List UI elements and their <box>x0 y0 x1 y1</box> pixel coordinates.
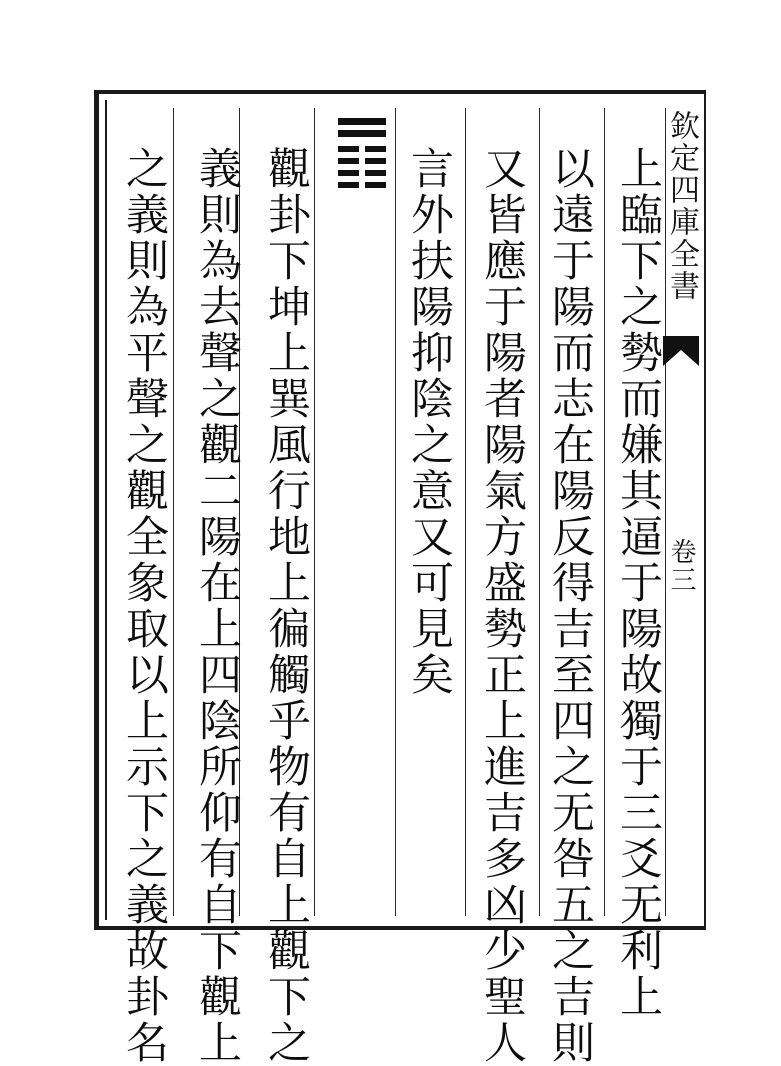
text-column-1: 上臨下之勢而嫌其逼于陽故獨于三爻无利上 <box>613 146 663 1020</box>
text-column-2: 以遠于陽而志在陽反得吉至四之无咎五之吉則 <box>545 146 595 1066</box>
hexagram-guan-icon <box>334 112 388 192</box>
column-rule <box>539 108 540 916</box>
fishtail-mark-icon <box>663 336 699 370</box>
text-column-3: 又皆應于陽者陽氣方盛勢正上進吉多凶少聖人 <box>477 146 527 1066</box>
text-column-5: 觀卦下坤上巽風行地上徧觸乎物有自上觀下之 <box>261 146 311 1066</box>
volume-label: 卷三 <box>666 538 696 594</box>
column-rule <box>173 108 174 916</box>
text-column-4: 言外扶陽抑陰之意又可見矣 <box>404 146 454 698</box>
inner-border-rule <box>105 100 107 920</box>
text-column-7: 之義則為平聲之觀全象取以上示下之義故卦名 <box>119 146 169 1066</box>
column-rule <box>314 108 315 916</box>
text-column-6: 義則為去聲之觀二陽在上四陰所仰有自下觀上 <box>192 146 242 1066</box>
margin-strip <box>663 98 699 924</box>
column-rule <box>465 108 466 916</box>
column-rule <box>604 108 605 916</box>
column-rule <box>395 108 396 916</box>
book-title: 欽定四庫全書 <box>664 110 699 302</box>
